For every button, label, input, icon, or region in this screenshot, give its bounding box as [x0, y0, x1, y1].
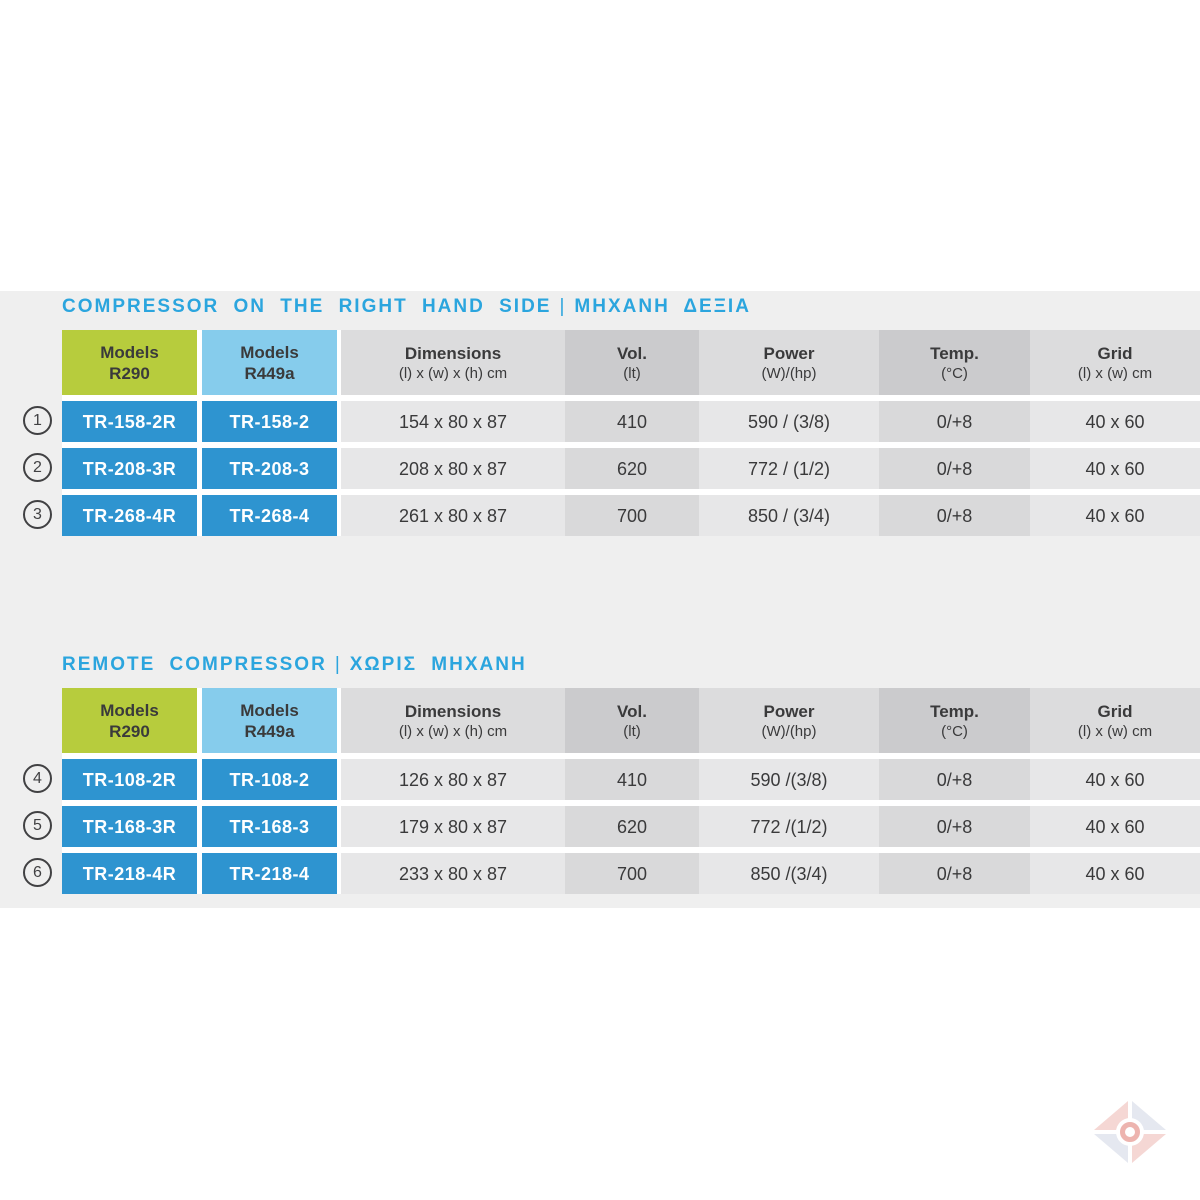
grid-cell: 40 x 60: [1030, 806, 1200, 847]
header-sublabel: (°C): [941, 364, 968, 382]
spec-table-1: [62, 330, 1200, 536]
volume-cell: 410: [565, 759, 699, 800]
temperature-cell: 0/+8: [879, 401, 1030, 442]
header-models-r290: [62, 688, 197, 753]
spec-table-2: [62, 688, 1200, 894]
volume-cell: 700: [565, 853, 699, 894]
header-label: Vol.: [617, 343, 647, 363]
row-number: 2: [33, 458, 42, 476]
dimensions-cell: 179 x 80 x 87: [341, 806, 565, 847]
header-volume: [565, 330, 699, 395]
header-volume: [565, 688, 699, 753]
power-cell: 772 /(1/2): [699, 806, 879, 847]
power-cell: 850 / (3/4): [699, 495, 879, 536]
grid-cell: 40 x 60: [1030, 853, 1200, 894]
header-sublabel: (°C): [941, 722, 968, 740]
header-temperature: [879, 330, 1030, 395]
header-power: [699, 688, 879, 753]
header-dimensions: [341, 330, 565, 395]
row-number-badge-5: [23, 811, 52, 840]
model-r449a-cell: TR-168-3: [202, 806, 337, 847]
dimensions-cell: 208 x 80 x 87: [341, 448, 565, 489]
header-label: Models: [240, 700, 299, 720]
power-cell: 850 /(3/4): [699, 853, 879, 894]
header-label: Dimensions: [404, 701, 502, 721]
table-2-title-gr: ΧΩΡΙΣ ΜΗΧΑΝΗ: [349, 654, 527, 675]
header-models-r449a: [202, 330, 337, 395]
table-1-title-gr: ΜΗΧΑΝΗ ΔΕΞΙΑ: [574, 296, 751, 317]
temperature-cell: 0/+8: [879, 495, 1030, 536]
header-models-r449a: [202, 688, 337, 753]
header-label: Grid: [1097, 343, 1133, 363]
header-sublabel: (l) x (w) x (h) cm: [398, 722, 508, 740]
model-r290-cell: TR-158-2R: [62, 401, 197, 442]
header-sublabel: (l) x (w) x (h) cm: [398, 364, 508, 382]
header-sublabel: (W)/(hp): [761, 364, 817, 382]
temperature-cell: 0/+8: [879, 759, 1030, 800]
row-number-badge-6: [23, 858, 52, 887]
header-label: Temp.: [930, 701, 979, 721]
temperature-cell: 0/+8: [879, 448, 1030, 489]
header-label: Models: [100, 342, 159, 362]
table-1-title: [62, 296, 751, 318]
header-sublabel: R290: [109, 363, 150, 383]
dimensions-cell: 233 x 80 x 87: [341, 853, 565, 894]
dimensions-cell: 154 x 80 x 87: [341, 401, 565, 442]
row-number: 5: [33, 816, 42, 834]
header-label: Vol.: [617, 701, 647, 721]
volume-cell: 700: [565, 495, 699, 536]
header-grid: [1030, 688, 1200, 753]
row-number: 6: [33, 863, 42, 881]
power-cell: 590 / (3/8): [699, 401, 879, 442]
header-power: [699, 330, 879, 395]
model-r449a-cell: TR-218-4: [202, 853, 337, 894]
temperature-cell: 0/+8: [879, 806, 1030, 847]
header-sublabel: (l) x (w) cm: [1077, 364, 1153, 382]
header-sublabel: R290: [109, 721, 150, 741]
header-grid: [1030, 330, 1200, 395]
row-number: 3: [33, 505, 42, 523]
power-cell: 772 / (1/2): [699, 448, 879, 489]
temperature-cell: 0/+8: [879, 853, 1030, 894]
volume-cell: 410: [565, 401, 699, 442]
header-label: Models: [240, 342, 299, 362]
header-label: Models: [100, 700, 159, 720]
model-r449a-cell: TR-208-3: [202, 448, 337, 489]
header-sublabel: (lt): [623, 722, 641, 740]
model-r290-cell: TR-108-2R: [62, 759, 197, 800]
header-dimensions: [341, 688, 565, 753]
row-number-badge-1: [23, 406, 52, 435]
grid-cell: 40 x 60: [1030, 448, 1200, 489]
header-models-r290: [62, 330, 197, 395]
grid-cell: 40 x 60: [1030, 495, 1200, 536]
table-2-title: [62, 654, 527, 676]
header-label: Dimensions: [404, 343, 502, 363]
header-label: Grid: [1097, 701, 1133, 721]
header-sublabel: (l) x (w) cm: [1077, 722, 1153, 740]
model-r449a-cell: TR-268-4: [202, 495, 337, 536]
title-separator: |: [334, 654, 342, 675]
row-number-badge-3: [23, 500, 52, 529]
model-r449a-cell: TR-158-2: [202, 401, 337, 442]
header-label: Power: [763, 343, 815, 363]
header-sublabel: R449a: [244, 721, 295, 741]
brand-watermark-logo-icon: [1088, 1096, 1172, 1168]
volume-cell: 620: [565, 806, 699, 847]
table-2-title-en: REMOTE COMPRESSOR: [62, 654, 327, 675]
model-r290-cell: TR-268-4R: [62, 495, 197, 536]
header-label: Temp.: [930, 343, 979, 363]
dimensions-cell: 126 x 80 x 87: [341, 759, 565, 800]
header-label: Power: [763, 701, 815, 721]
table-1-title-en: COMPRESSOR ON THE RIGHT HAND SIDE: [62, 296, 552, 317]
row-number: 4: [33, 769, 42, 787]
model-r290-cell: TR-208-3R: [62, 448, 197, 489]
header-temperature: [879, 688, 1030, 753]
row-number: 1: [33, 411, 42, 429]
model-r449a-cell: TR-108-2: [202, 759, 337, 800]
title-separator: |: [559, 296, 567, 317]
row-number-badge-4: [23, 764, 52, 793]
header-sublabel: (W)/(hp): [761, 722, 817, 740]
grid-cell: 40 x 60: [1030, 759, 1200, 800]
header-sublabel: (lt): [623, 364, 641, 382]
dimensions-cell: 261 x 80 x 87: [341, 495, 565, 536]
header-sublabel: R449a: [244, 363, 295, 383]
row-number-badge-2: [23, 453, 52, 482]
power-cell: 590 /(3/8): [699, 759, 879, 800]
model-r290-cell: TR-218-4R: [62, 853, 197, 894]
model-r290-cell: TR-168-3R: [62, 806, 197, 847]
grid-cell: 40 x 60: [1030, 401, 1200, 442]
volume-cell: 620: [565, 448, 699, 489]
